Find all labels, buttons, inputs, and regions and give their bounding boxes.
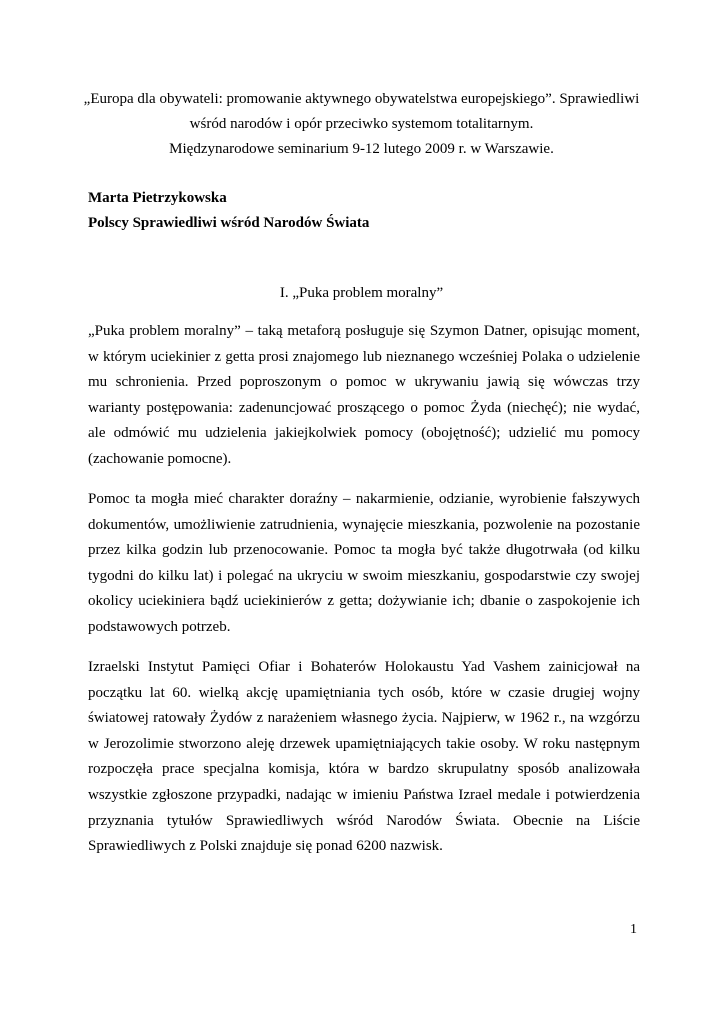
header-line-2: wśród narodów i opór przeciwko systemom totalitarnym. [189,116,534,132]
paragraph: Pomoc ta mogła mieć charakter doraźny – nakarmienie, odzianie, wyrobienie fałszywych dokumentów, umożliwienie zatrudnienia, wynajęcie mieszkania, pozwolenie na pozostanie przez kilka godzin lub przenocowanie. Pomoc ta mogła być także długotrwała (od kilku tygodni do kilku lat) i polegać na ukryciu w swoim mieszkaniu, gospodarstwie czy swojej okolicy uciekiniera bądź uciekinierów z getta; dożywianie ich; dbanie o zaspokojenie ich podstawowych potrzeb. [88,491,640,635]
paragraph: „Puka problem moralny” – taką metaforą posługuje się Szymon Datner, opisując moment, w którym uciekinier z getta prosi znajomego lub nieznanego wcześniej Polaka o udzielenie mu schronienia. Przed poproszonym o pomoc w ukrywaniu jawią się wówczas trzy warianty postępowania: zadenuncjować proszącego o pomoc Żyda (niechęć); nie wydać, ale odmówić mu udzielenia jakiejkolwiek pomocy (obojętność); udzielić mu pomocy (zachowanie pomocne). [88,323,640,467]
page-number: 1 [630,922,637,937]
header-line-1: „Europa dla obywateli: promowanie aktywnego obywatelstwa europejskiego”. Sprawiedliwi [83,91,640,107]
paragraph: Izraelski Instytut Pamięci Ofiar i Bohaterów Holokaustu Yad Vashem zainicjował na początku lat 60. wielką akcję upamiętniania tych osób, które w czasie drugiej wojny światowej ratowały Żydów z narażeniem własnego życia. Najpierw, w 1962 r., na wzgórzu w Jerozolimie stworzono aleję drzewek upamiętniających takie osoby. W roku następnym rozpoczęła prace specjalna komisja, która w bardzo skrupulatny sposób analizowała wszystkie zgłoszone przypadki, nadając w imieniu Państwa Izrael medale i potwierdzenia przyznania tytułów Sprawiedliwych wśród Narodów Świata. Obecnie na Liście Sprawiedliwych z Polski znajduje się ponad 6200 nazwisk. [88,659,640,855]
header-line-3: Międzynarodowe seminarium 9-12 lutego 2009 r. w Warszawie. [169,141,554,157]
seminar-header [60,87,663,162]
talk-title: Polscy Sprawiedliwi wśród Narodów Świata [88,215,370,231]
author-name: Marta Pietrzykowska [88,190,227,206]
section-heading: I. „Puka problem moralny” [279,285,444,301]
